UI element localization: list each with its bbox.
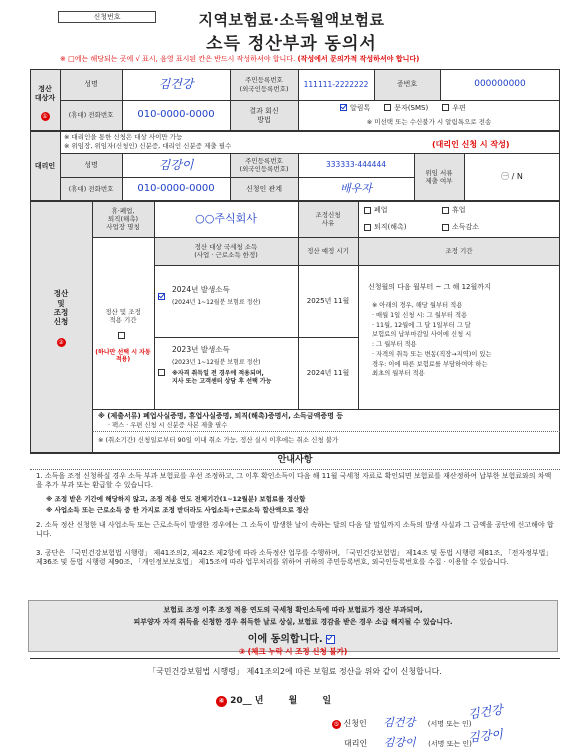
agreement-agree-row[interactable] (29, 630, 557, 645)
notice-red-text: (작성에서 문의가적 작성하셔야 합니다) (297, 55, 420, 63)
workplace-input[interactable]: ○○주식회사 (195, 212, 257, 226)
delegation-doc-label: 위임 서류 제출 여부 (425, 168, 453, 185)
applicant-cert-input[interactable]: 000000000 (474, 78, 526, 89)
option-mail[interactable]: 우편 (442, 104, 466, 113)
agent-note-1: ※ 대리인을 통한 신청은 대상 사이만 가능 (64, 133, 183, 141)
reason-closure[interactable]: 폐업 (364, 203, 444, 217)
applicant-phone-input[interactable]: 010-0000-0000 (137, 109, 215, 121)
agreement-line-2: 피부양자 자격 취득을 신청한 경우 취득한 날로 상실, 보험료 경감을 받은 경우 소급 해지될 수 있습니다. (133, 618, 453, 626)
applicant-cert-label: 증번호 (396, 80, 418, 89)
alimtalk-note: ※ 미선택 또는 수신불가 시 알림톡으로 전송 (366, 117, 492, 126)
period-notes: ※ 아래의 경우, 해당 월부터 적용 · 매월 1일 신청 시: 그 월부터 적용 · 11월, 12월에 그 달 1일부터 그 달 보험료의 납부마감일 사이에 신청 시 : 그 월부터 적용 · 자격의 취득 또는 변동(직장→지역)이 있는 경우: 이에 따른 보험료를 부담하여야 하는 최초의 월부터 적용 (372, 302, 492, 378)
applicant-sign-name: 김건강 (383, 716, 416, 729)
row2-expected: 2024년 11월 (306, 368, 350, 377)
agent-sign-row[interactable] (344, 734, 472, 750)
agreement-agree-text: 이에 동의합니다. (247, 634, 323, 645)
row2-title: 2023년 발생소득 (172, 345, 230, 354)
row2-subtitle: (2023년 1~12월분 보험료 정산) (172, 359, 261, 366)
agent-rrn-label: 주민등록번호 (외국인등록번호) (239, 156, 289, 173)
date-row[interactable] (216, 693, 331, 707)
agent-sign-name: 김강이 (383, 736, 416, 749)
guide-item-1-sub1: ※ 조정 받은 기간에 해당하지 않고, 조정 적용 연도 전체기간(1~12월분) 보험료를 정산함 (46, 495, 306, 503)
agent-name-input[interactable]: 김강이 (158, 157, 194, 172)
applicant-name-label: 성명 (84, 80, 98, 89)
agent-sign-hint: (서명 또는 인) (428, 740, 472, 748)
agent-relation-label: 신청인 관계 (245, 184, 283, 193)
delegation-doc-value[interactable]: ㊀ / N (501, 172, 523, 181)
checkbox-sms-icon[interactable] (384, 104, 391, 111)
applicant-sign-label: 신청인 (343, 719, 367, 728)
period-red-note: (하나만 선택 시 자동 적용) (95, 348, 151, 363)
guide-item-2: 2. 소득 정산 신청한 내 사업소득 또는 근로소득이 발생한 경우에는 그 소득이 발생한 날이 속하는 달의 다음 달 말일까지 소득의 발생 사실과 그 금액을 공단에 신고해야 합니다. (36, 521, 554, 539)
agent-phone-label: (휴대) 전화번호 (68, 184, 114, 193)
period-label: 정산 및 조정 적용 기간 (105, 307, 141, 324)
form-title-line2: 소득 정산부과 동의서 (206, 34, 377, 54)
result-method-label: 결과 회신 방법 (249, 106, 279, 124)
reason-suspend[interactable]: 휴업 (442, 203, 522, 217)
row1-subtitle: (2024년 1~12월분 보험료 정산) (172, 299, 261, 306)
guide-item-1: 1. 소득을 조정 신청하실 경우 소득 부과 보험료를 우선 조정하고, 그 이후 확인소득이 다음 해 11월 국세청 자료로 확인되면 보험료를 재산정하여 납부한 보험료와의 차액을 추가 부과 또는 환급할 수 있습니다. (36, 472, 552, 490)
col-income-header: 정산 대상 국세청 소득 (사업 · 근로소득 한정) (194, 242, 258, 259)
applicant-sign-number: ⑤ (333, 721, 340, 728)
option-alimtalk[interactable]: 알림톡 (340, 104, 370, 113)
col-expected-header: 정산 예정 시기 (307, 246, 349, 255)
applicant-sign-row[interactable] (332, 714, 471, 730)
agent-section-label: 대리인 (34, 161, 56, 170)
form-title-line1: 지역보험료·소득월액보험료 (198, 11, 385, 29)
agreement-box (28, 600, 558, 656)
date-number: ④ (216, 696, 227, 707)
row2-note: ※자격 취득일 전 경우에 적용되며, 지사 또는 고객센터 상담 후 선택 가능 (172, 370, 272, 386)
applicant-signature: 김건강 (467, 702, 504, 722)
agreement-red-note: ③ (체크 누락 시 조정 신청 불가) (238, 647, 348, 656)
agent-rrn-input[interactable]: 333333-444444 (326, 160, 386, 170)
row1-checkbox-icon[interactable] (158, 293, 165, 300)
applicant-sign-hint: (서명 또는 인) (427, 720, 472, 728)
adjust-section-number: ② (58, 338, 64, 346)
row1-title: 2024년 발생소득 (172, 285, 230, 294)
applicant-rrn-input[interactable]: 111111-2222222 (303, 79, 369, 89)
period-main: 신청월의 다음 월부터 ~ 그 해 12월까지 (368, 283, 491, 291)
cancel-note: ※ (취소기간) 신청일로부터 90일 이내 취소 가능, 정산 실시 이후에는 취소 신청 불가 (98, 436, 339, 444)
checkbox-closure-icon[interactable] (364, 207, 371, 214)
agreement-checkbox-icon[interactable] (326, 635, 335, 644)
doc-note: ※ (제출서류) 폐업사실증명, 휴업사실증명, 퇴직(해촉)증명서, 소득금액증명 등 (98, 412, 344, 420)
applicant-section-label: 정산 대상자 (34, 85, 56, 102)
adjust-section-label: 정산 및 조정 신청 (53, 289, 69, 327)
guide-title: 안내사항 (277, 455, 313, 466)
guide-item-3: 3. 공단은 「국민건강보험법 시행령」 제41조의2, 제42조 제2항에 따라 소득정산 업무를 수행하며, 「국민건강보험법」 제14조 및 동법 시행령 제81조, 「전자정부법」 제36조 및 동법 시행령 제90조, 「개인정보보호법」 제15조에 따라 업무처리를 위하여 귀하의 주민등록번호, 외국인등록번호를 수집 · 이용할 수 있습니다. (36, 549, 553, 567)
agent-sign-label: 대리인 (344, 739, 368, 748)
row2-checkbox-icon[interactable] (158, 369, 165, 376)
applicant-section-number: ① (42, 112, 48, 120)
checkbox-decrease-icon[interactable] (442, 224, 449, 231)
form-page (2, 3, 581, 749)
applicant-name-input[interactable]: 김건강 (158, 77, 194, 91)
doc-sub-note: · 팩스 · 우편 신청 시 신분증 사본 제출 필수 (108, 422, 228, 429)
fill-notice (60, 54, 580, 64)
checkbox-retire-icon[interactable] (364, 224, 371, 231)
col-period-header: 조정 기간 (445, 246, 473, 255)
reason-decrease[interactable]: 소득감소 (442, 220, 522, 234)
result-method-options (302, 100, 558, 116)
applicant-rrn-label: 주민등록번호 (외국인등록번호) (239, 76, 289, 93)
agent-note-2: ※ 위임장, 위임자(신청인) 신분증, 대리인 신분증 제출 필수 (64, 142, 232, 150)
agent-red-note: (대리인 신청 시 작성) (432, 140, 510, 149)
checkbox-alimtalk-icon[interactable] (340, 104, 347, 111)
guide-item-1-sub2: ※ 사업소득 또는 근로소득 중 한 가지로 조정 받더라도 사업소득+근로소득 합산액으로 정산 (46, 506, 309, 514)
agreement-line-1: 보험료 조정 이후 조정 적용 연도의 국세청 확인소득에 따라 보험료가 정산 부과되며, (163, 606, 423, 614)
checkbox-mail-icon[interactable] (442, 104, 449, 111)
row1-expected: 2025년 11월 (306, 296, 350, 305)
law-statement: 「국민건강보험법 시행령」 제41조의2에 따른 보험료 정산을 위와 같이 신청합니다. (148, 667, 442, 676)
checkbox-suspend-icon[interactable] (442, 207, 449, 214)
date-text: 20__ 년 월 일 (230, 696, 332, 706)
agent-signature: 김강이 (467, 727, 504, 745)
agent-relation-input[interactable]: 배우자 (340, 182, 372, 196)
option-sms[interactable]: 문자(SMS) (384, 104, 428, 113)
notice-text: ※ □에는 해당되는 곳에 √ 표시, 음영 표시된 칸은 반드시 작성하셔야 합니다. (60, 55, 296, 63)
applicant-phone-label: (휴대) 전화번호 (68, 111, 114, 120)
agent-name-label: 성명 (84, 160, 98, 169)
workplace-label: 휴·폐업, 퇴직(해촉) 사업장 명칭 (106, 206, 140, 232)
receipt-number-box: 신청번호 (58, 11, 156, 23)
reason-label: 조정신청 사유 (315, 210, 341, 227)
agent-phone-input[interactable]: 010-0000-0000 (137, 182, 215, 194)
reason-retire[interactable]: 퇴직(해촉) (364, 220, 444, 234)
period-checkbox-icon[interactable] (118, 332, 125, 339)
